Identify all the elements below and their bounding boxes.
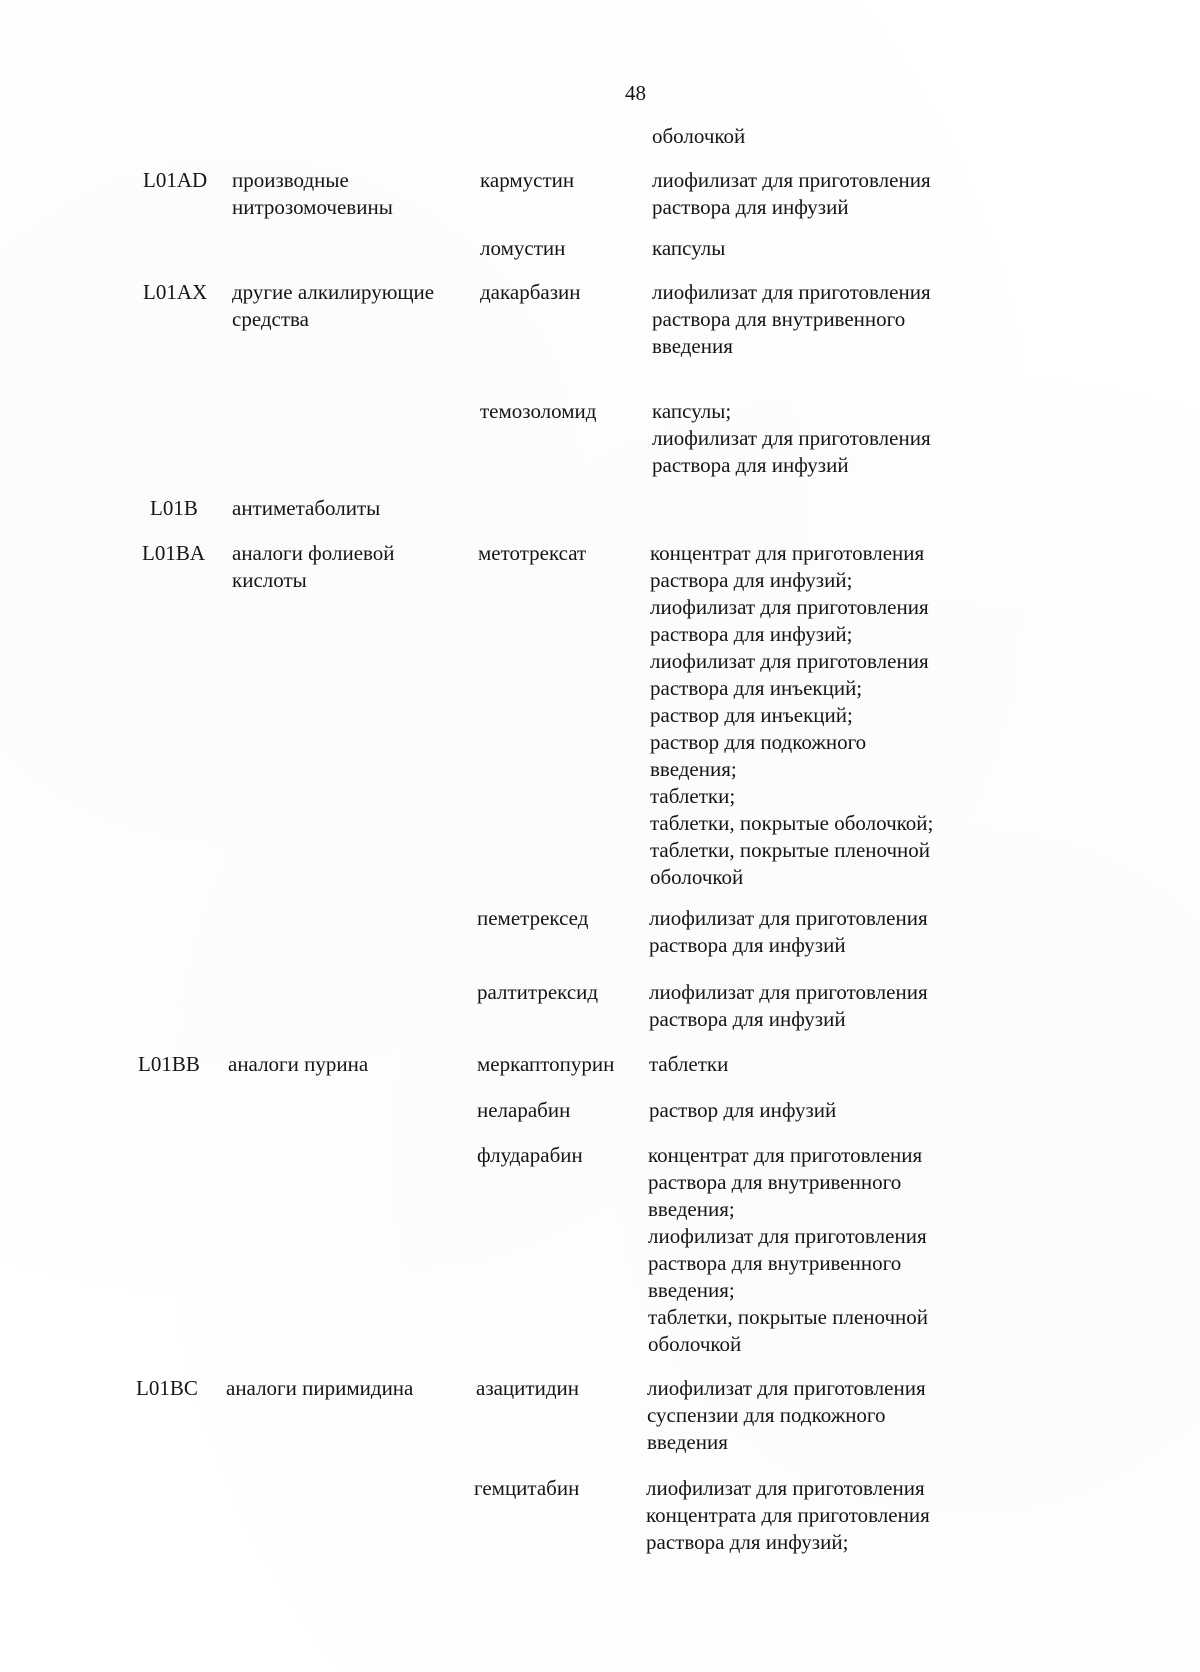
dosage-form: лиофилизат для приготовления раствора для инфузий (649, 980, 928, 1031)
drug-name: кармустин (480, 168, 575, 192)
drug-name: меркаптопурин (477, 1052, 615, 1076)
atc-code: L01BA (142, 541, 205, 565)
atc-code: L01AX (143, 280, 208, 304)
drug-name: гемцитабин (474, 1476, 580, 1500)
dosage-form: капсулы; лиофилизат для приготовления раствора для инфузий (652, 399, 931, 477)
drug-name: неларабин (477, 1098, 571, 1122)
dosage-form: лиофилизат для приготовления раствора для инфузий (652, 168, 931, 219)
pharmacological-group: производные нитрозомочевины (232, 168, 393, 219)
pharmacological-group: аналоги пиримидина (226, 1376, 414, 1400)
drug-name: пеметрексед (477, 906, 589, 930)
pharmacological-group: антиметаболиты (232, 496, 381, 520)
pharmacological-group: другие алкилирующие средства (232, 280, 435, 331)
drug-name: ралтитрексид (477, 980, 599, 1004)
drug-name: флударабин (477, 1143, 583, 1167)
drug-name: метотрексат (478, 541, 587, 565)
page-number: 48 (625, 81, 646, 105)
atc-code: L01BB (138, 1052, 200, 1076)
dosage-form: лиофилизат для приготовления раствора для внутривенного введения (652, 280, 931, 358)
dosage-form: лиофилизат для приготовления раствора для инфузий (649, 906, 928, 957)
dosage-form: капсулы (652, 236, 726, 260)
pharmacological-group: аналоги пурина (228, 1052, 369, 1076)
drug-name: ломустин (480, 236, 566, 260)
dosage-form: концентрат для приготовления раствора для инфузий; лиофилизат для приготовления раствора для инфузий; лиофилизат для приготовления раствора для инъекций; раствор для инъекций; раствор для подкожного введения; таблетки; таблетки, покрытые оболочкой; таблетки, покрытые пленочной оболочкой (650, 541, 934, 889)
atc-code: L01B (150, 496, 198, 520)
dosage-form: лиофилизат для приготовления концентрата для приготовления раствора для инфузий; (646, 1476, 930, 1554)
dosage-form: концентрат для приготовления раствора для внутривенного введения; лиофилизат для приготовления раствора для внутривенного введения; таблетки, покрытые пленочной оболочкой (648, 1143, 929, 1356)
dosage-form: таблетки (649, 1052, 729, 1076)
dosage-form: лиофилизат для приготовления суспензии для подкожного введения (647, 1376, 926, 1454)
drug-name: дакарбазин (480, 280, 581, 304)
atc-code: L01BC (136, 1376, 198, 1400)
dosage-form: оболочкой (652, 124, 746, 148)
drug-name: азацитидин (476, 1376, 579, 1400)
atc-code: L01AD (143, 168, 208, 192)
drug-name: темозоломид (480, 399, 597, 423)
dosage-form: раствор для инфузий (649, 1098, 837, 1122)
pharmacological-group: аналоги фолиевой кислоты (232, 541, 395, 592)
